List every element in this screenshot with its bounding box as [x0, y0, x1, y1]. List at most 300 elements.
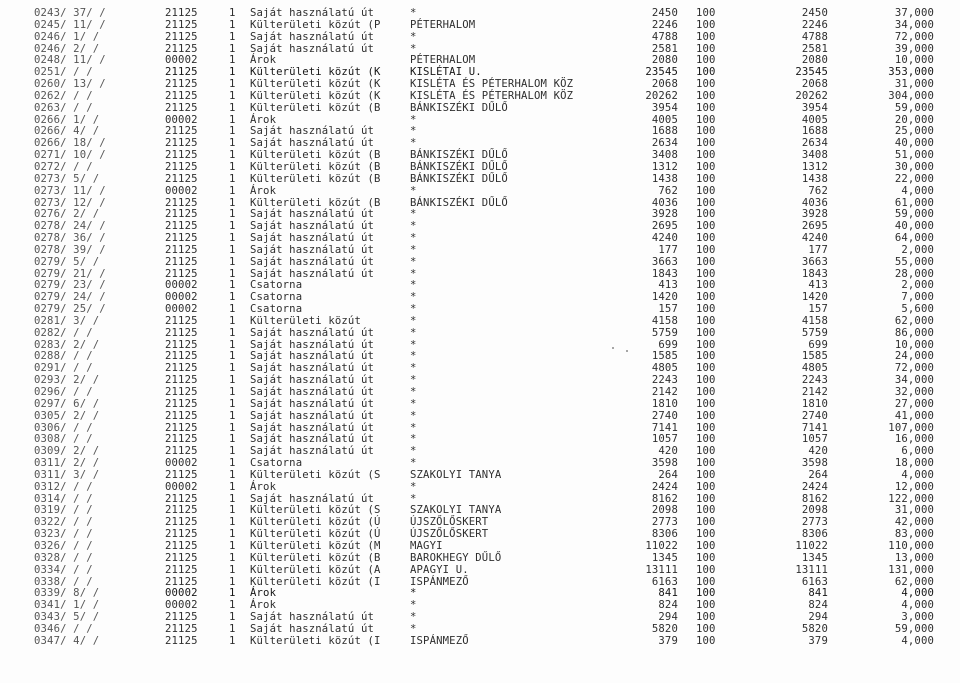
share-count: 1 [229, 433, 236, 446]
ownership-percent: 100 [696, 7, 716, 19]
cultivation-code: 21125 [165, 551, 198, 564]
share-count: 1 [229, 113, 236, 126]
land-use: Külterületi közút (P [250, 18, 381, 31]
parcel-number: 0308/ / / [34, 433, 93, 446]
share-count: 1 [229, 137, 236, 150]
area-value: 379 [658, 634, 678, 647]
area-value: 5759 [651, 326, 678, 339]
area-share-value: 1843 [801, 267, 828, 280]
locality-name: * [410, 125, 417, 138]
area-share-value: 4240 [801, 232, 828, 245]
parcel-number: 0243/ 37/ / [34, 7, 106, 19]
area-value: 157 [658, 303, 678, 316]
ownership-percent: 100 [696, 374, 716, 387]
area-value: 2068 [651, 78, 678, 91]
area-share-value: 1585 [801, 350, 828, 363]
area-share-value: 2098 [801, 504, 828, 517]
cultivation-code: 21125 [165, 314, 198, 327]
ownership-percent: 100 [696, 255, 716, 268]
share-count: 1 [229, 208, 236, 221]
assessed-value: 353,000 [888, 66, 934, 79]
assessed-value: 40,000 [894, 220, 934, 233]
parcel-number: 0273/ 12/ / [34, 196, 106, 209]
locality-name: * [410, 30, 417, 43]
table-row [0, 186, 960, 198]
table-row [0, 245, 960, 257]
share-count: 1 [229, 66, 236, 79]
area-share-value: 23545 [795, 66, 828, 79]
share-count: 1 [229, 516, 236, 529]
area-value: 3663 [651, 255, 678, 268]
area-share-value: 2740 [801, 409, 828, 422]
assessed-value: 59,000 [894, 101, 934, 114]
locality-name: ISPÁNMEZŐ [410, 634, 469, 647]
ownership-percent: 100 [696, 611, 716, 624]
locality-name: * [410, 220, 417, 233]
parcel-listing [0, 8, 960, 648]
locality-name: * [410, 279, 417, 292]
table-row [0, 565, 960, 577]
area-value: 4036 [651, 196, 678, 209]
land-use: Saját használatú út [250, 125, 375, 138]
ownership-percent: 100 [696, 350, 716, 363]
share-count: 1 [229, 30, 236, 43]
area-value: 3408 [651, 149, 678, 162]
area-share-value: 5820 [801, 622, 828, 635]
table-row [0, 636, 960, 648]
locality-name: PÉTERHALOM [410, 18, 476, 31]
land-use: Saját használatú út [250, 42, 375, 55]
share-count: 1 [229, 303, 236, 316]
parcel-number: 0296/ / / [34, 386, 93, 398]
parcel-number: 0279/ 23/ / [34, 279, 106, 292]
parcel-number: 0311/ 2/ / [34, 457, 100, 470]
ownership-percent: 100 [696, 18, 716, 31]
locality-name: * [410, 445, 417, 458]
area-value: 2773 [651, 516, 678, 529]
area-share-value: 8306 [801, 528, 828, 541]
ownership-percent: 100 [696, 279, 716, 292]
area-share-value: 1057 [801, 433, 828, 446]
locality-name: * [410, 599, 417, 612]
share-count: 1 [229, 397, 236, 410]
share-count: 1 [229, 89, 236, 102]
parcel-number: 0262/ / / [34, 89, 93, 102]
area-share-value: 379 [808, 634, 828, 647]
share-count: 1 [229, 539, 236, 552]
assessed-value: 62,000 [894, 314, 934, 327]
cultivation-code: 21125 [165, 243, 198, 256]
parcel-number: 0273/ 11/ / [34, 184, 106, 197]
parcel-number: 0282/ / / [34, 326, 93, 339]
parcel-number: 0271/ 10/ / [34, 149, 106, 162]
ownership-percent: 100 [696, 409, 716, 422]
assessed-value: 83,000 [894, 528, 934, 541]
parcel-number: 0328/ / / [34, 551, 93, 564]
land-use: Külterületi közút (B [250, 196, 381, 209]
parcel-number: 0334/ / / [34, 563, 93, 576]
area-share-value: 2080 [801, 54, 828, 67]
area-share-value: 2581 [801, 42, 828, 55]
cultivation-code: 21125 [165, 196, 198, 209]
area-value: 4158 [651, 314, 678, 327]
area-value: 699 [658, 338, 678, 351]
share-count: 1 [229, 78, 236, 91]
ownership-percent: 100 [696, 457, 716, 470]
parcel-number: 0319/ / / [34, 504, 93, 517]
parcel-number: 0279/ 25/ / [34, 303, 106, 316]
area-value: 1057 [651, 433, 678, 446]
share-count: 1 [229, 101, 236, 114]
scan-speck [612, 347, 614, 349]
land-use: Árok [250, 113, 277, 126]
ownership-percent: 100 [696, 516, 716, 529]
ownership-percent: 100 [696, 208, 716, 221]
area-value: 2740 [651, 409, 678, 422]
area-share-value: 7141 [801, 421, 828, 434]
locality-name: * [410, 137, 417, 150]
share-count: 1 [229, 634, 236, 647]
table-row [0, 624, 960, 636]
parcel-number: 0278/ 36/ / [34, 232, 106, 245]
locality-name: KISLÉTA ÉS PÉTERHALOM KÖZ [410, 89, 574, 102]
area-share-value: 1688 [801, 125, 828, 138]
land-use: Árok [250, 480, 277, 493]
locality-name: * [410, 397, 417, 410]
share-count: 1 [229, 468, 236, 481]
assessed-value: 24,000 [894, 350, 934, 363]
share-count: 1 [229, 196, 236, 209]
area-value: 824 [658, 599, 678, 612]
parcel-number: 0279/ 21/ / [34, 267, 106, 280]
share-count: 1 [229, 350, 236, 363]
table-row [0, 32, 960, 44]
area-value: 420 [658, 445, 678, 458]
ownership-percent: 100 [696, 539, 716, 552]
share-count: 1 [229, 291, 236, 304]
assessed-value: 86,000 [894, 326, 934, 339]
ownership-percent: 100 [696, 303, 716, 316]
assessed-value: 34,000 [894, 374, 934, 387]
area-share-value: 4005 [801, 113, 828, 126]
locality-name: SZAKOLYI TANYA [410, 504, 502, 517]
area-share-value: 2142 [801, 386, 828, 398]
cultivation-code: 21125 [165, 255, 198, 268]
land-use: Külterületi közút (K [250, 78, 381, 91]
cultivation-code: 21125 [165, 611, 198, 624]
area-value: 4005 [651, 113, 678, 126]
locality-name: BÁNKISZÉKI DŰLŐ [410, 101, 508, 114]
share-count: 1 [229, 184, 236, 197]
land-use: Saját használatú út [250, 362, 375, 375]
cultivation-code: 21125 [165, 386, 198, 398]
land-use: Külterületi közút (I [250, 575, 381, 588]
cultivation-code: 21125 [165, 528, 198, 541]
area-share-value: 762 [808, 184, 828, 197]
ownership-percent: 100 [696, 504, 716, 517]
ownership-percent: 100 [696, 30, 716, 43]
parcel-number: 0266/ 18/ / [34, 137, 106, 150]
locality-name: * [410, 291, 417, 304]
area-value: 11022 [645, 539, 678, 552]
area-value: 2243 [651, 374, 678, 387]
locality-name: * [410, 326, 417, 339]
area-share-value: 2246 [801, 18, 828, 31]
locality-name: * [410, 433, 417, 446]
ownership-percent: 100 [696, 291, 716, 304]
area-share-value: 4158 [801, 314, 828, 327]
area-share-value: 3663 [801, 255, 828, 268]
land-use: Saját használatú út [250, 255, 375, 268]
area-share-value: 3954 [801, 101, 828, 114]
ownership-percent: 100 [696, 160, 716, 173]
ownership-percent: 100 [696, 480, 716, 493]
cultivation-code: 21125 [165, 634, 198, 647]
share-count: 1 [229, 551, 236, 564]
assessed-value: 18,000 [894, 457, 934, 470]
area-value: 1420 [651, 291, 678, 304]
locality-name: * [410, 113, 417, 126]
area-share-value: 11022 [795, 539, 828, 552]
area-share-value: 294 [808, 611, 828, 624]
area-share-value: 2243 [801, 374, 828, 387]
cultivation-code: 21125 [165, 350, 198, 363]
land-use: Saját használatú út [250, 350, 375, 363]
locality-name: * [410, 267, 417, 280]
cultivation-code: 21125 [165, 42, 198, 55]
table-row [0, 20, 960, 32]
assessed-value: 31,000 [894, 78, 934, 91]
locality-name: PÉTERHALOM [410, 54, 476, 67]
area-share-value: 699 [808, 338, 828, 351]
share-count: 1 [229, 7, 236, 19]
parcel-number: 0322/ / / [34, 516, 93, 529]
area-share-value: 4788 [801, 30, 828, 43]
cultivation-code: 21125 [165, 232, 198, 245]
area-value: 841 [658, 587, 678, 600]
locality-name: BÁNKISZÉKI DŰLŐ [410, 196, 508, 209]
share-count: 1 [229, 386, 236, 398]
area-value: 2098 [651, 504, 678, 517]
parcel-number: 0323/ / / [34, 528, 93, 541]
area-value: 2424 [651, 480, 678, 493]
share-count: 1 [229, 480, 236, 493]
assessed-value: 12,000 [894, 480, 934, 493]
locality-name: * [410, 587, 417, 600]
assessed-value: 34,000 [894, 18, 934, 31]
cultivation-code: 21125 [165, 267, 198, 280]
parcel-number: 0246/ 2/ / [34, 42, 100, 55]
locality-name: MAGYI [410, 539, 443, 552]
cultivation-code: 00002 [165, 457, 198, 470]
share-count: 1 [229, 362, 236, 375]
area-value: 1438 [651, 172, 678, 185]
parcel-number: 0297/ 6/ / [34, 397, 100, 410]
land-use: Külterületi közút (S [250, 468, 381, 481]
area-value: 177 [658, 243, 678, 256]
land-use: Külterületi közút (K [250, 66, 381, 79]
assessed-value: 10,000 [894, 54, 934, 67]
assessed-value: 4,000 [901, 587, 934, 600]
area-share-value: 1345 [801, 551, 828, 564]
land-use: Saját használatú út [250, 622, 375, 635]
land-use: Saját használatú út [250, 232, 375, 245]
cultivation-code: 21125 [165, 433, 198, 446]
cultivation-code: 21125 [165, 622, 198, 635]
land-use: Külterületi közút (Ú [250, 516, 381, 529]
area-share-value: 157 [808, 303, 828, 316]
locality-name: * [410, 7, 417, 19]
locality-name: * [410, 421, 417, 434]
assessed-value: 61,000 [894, 196, 934, 209]
area-share-value: 4036 [801, 196, 828, 209]
assessed-value: 59,000 [894, 208, 934, 221]
parcel-number: 0293/ 2/ / [34, 374, 100, 387]
area-value: 264 [658, 468, 678, 481]
area-share-value: 6163 [801, 575, 828, 588]
area-value: 2695 [651, 220, 678, 233]
land-use: Árok [250, 599, 277, 612]
land-use: Saját használatú út [250, 326, 375, 339]
table-row [0, 174, 960, 186]
ownership-percent: 100 [696, 54, 716, 67]
land-use: Külterületi közút (M [250, 539, 381, 552]
cultivation-code: 00002 [165, 587, 198, 600]
assessed-value: 30,000 [894, 160, 934, 173]
locality-name: * [410, 243, 417, 256]
table-row [0, 91, 960, 103]
locality-name: ÚJSZŐLŐSKERT [410, 516, 489, 529]
area-value: 4788 [651, 30, 678, 43]
area-share-value: 1312 [801, 160, 828, 173]
cultivation-code: 21125 [165, 125, 198, 138]
cultivation-code: 21125 [165, 220, 198, 233]
area-value: 3598 [651, 457, 678, 470]
cultivation-code: 21125 [165, 374, 198, 387]
area-share-value: 841 [808, 587, 828, 600]
ownership-percent: 100 [696, 421, 716, 434]
cultivation-code: 21125 [165, 66, 198, 79]
cultivation-code: 21125 [165, 421, 198, 434]
assessed-value: 59,000 [894, 622, 934, 635]
locality-name: * [410, 362, 417, 375]
land-use: Saját használatú út [250, 374, 375, 387]
ownership-percent: 100 [696, 397, 716, 410]
assessed-value: 6,000 [901, 445, 934, 458]
assessed-value: 64,000 [894, 232, 934, 245]
cultivation-code: 21125 [165, 30, 198, 43]
cultivation-code: 00002 [165, 113, 198, 126]
parcel-number: 0283/ 2/ / [34, 338, 100, 351]
land-use: Saját használatú út [250, 208, 375, 221]
locality-name: * [410, 622, 417, 635]
parcel-number: 0279/ 5/ / [34, 255, 100, 268]
area-value: 20262 [645, 89, 678, 102]
cultivation-code: 21125 [165, 149, 198, 162]
cultivation-code: 21125 [165, 409, 198, 422]
locality-name: * [410, 208, 417, 221]
ownership-percent: 100 [696, 551, 716, 564]
share-count: 1 [229, 279, 236, 292]
area-share-value: 1420 [801, 291, 828, 304]
ownership-percent: 100 [696, 184, 716, 197]
area-share-value: 420 [808, 445, 828, 458]
assessed-value: 51,000 [894, 149, 934, 162]
parcel-number: 0246/ 1/ / [34, 30, 100, 43]
ownership-percent: 100 [696, 196, 716, 209]
parcel-number: 0343/ 5/ / [34, 611, 100, 624]
locality-name: APAGYI U. [410, 563, 469, 576]
share-count: 1 [229, 220, 236, 233]
land-use: Külterületi közút (I [250, 634, 381, 647]
table-row [0, 470, 960, 482]
land-use: Saját használatú út [250, 386, 375, 398]
land-use: Saját használatú út [250, 220, 375, 233]
assessed-value: 2,000 [901, 243, 934, 256]
land-use: Saját használatú út [250, 611, 375, 624]
assessed-value: 42,000 [894, 516, 934, 529]
area-share-value: 2773 [801, 516, 828, 529]
cultivation-code: 00002 [165, 184, 198, 197]
share-count: 1 [229, 326, 236, 339]
cultivation-code: 21125 [165, 172, 198, 185]
area-value: 8162 [651, 492, 678, 505]
area-share-value: 177 [808, 243, 828, 256]
area-share-value: 3928 [801, 208, 828, 221]
table-row [0, 399, 960, 411]
cultivation-code: 21125 [165, 445, 198, 458]
ownership-percent: 100 [696, 468, 716, 481]
ownership-percent: 100 [696, 362, 716, 375]
assessed-value: 37,000 [894, 7, 934, 19]
locality-name: * [410, 611, 417, 624]
assessed-value: 10,000 [894, 338, 934, 351]
area-share-value: 824 [808, 599, 828, 612]
area-share-value: 413 [808, 279, 828, 292]
assessed-value: 2,000 [901, 279, 934, 292]
parcel-number: 0263/ / / [34, 101, 93, 114]
area-share-value: 2424 [801, 480, 828, 493]
cultivation-code: 00002 [165, 303, 198, 316]
cultivation-code: 00002 [165, 279, 198, 292]
assessed-value: 62,000 [894, 575, 934, 588]
cultivation-code: 00002 [165, 599, 198, 612]
table-row [0, 482, 960, 494]
share-count: 1 [229, 338, 236, 351]
share-count: 1 [229, 18, 236, 31]
land-use: Külterületi közút (B [250, 160, 381, 173]
land-use: Árok [250, 587, 277, 600]
area-value: 1585 [651, 350, 678, 363]
share-count: 1 [229, 149, 236, 162]
cultivation-code: 21125 [165, 78, 198, 91]
area-value: 762 [658, 184, 678, 197]
area-share-value: 20262 [795, 89, 828, 102]
ownership-percent: 100 [696, 66, 716, 79]
area-value: 3954 [651, 101, 678, 114]
share-count: 1 [229, 575, 236, 588]
cultivation-code: 21125 [165, 101, 198, 114]
share-count: 1 [229, 528, 236, 541]
area-share-value: 1810 [801, 397, 828, 410]
locality-name: BÁNKISZÉKI DŰLŐ [410, 172, 508, 185]
assessed-value: 32,000 [894, 386, 934, 398]
parcel-number: 0346/ / / [34, 622, 93, 635]
land-use: Saját használatú út [250, 433, 375, 446]
cultivation-code: 21125 [165, 516, 198, 529]
land-use: Árok [250, 54, 277, 67]
ownership-percent: 100 [696, 78, 716, 91]
